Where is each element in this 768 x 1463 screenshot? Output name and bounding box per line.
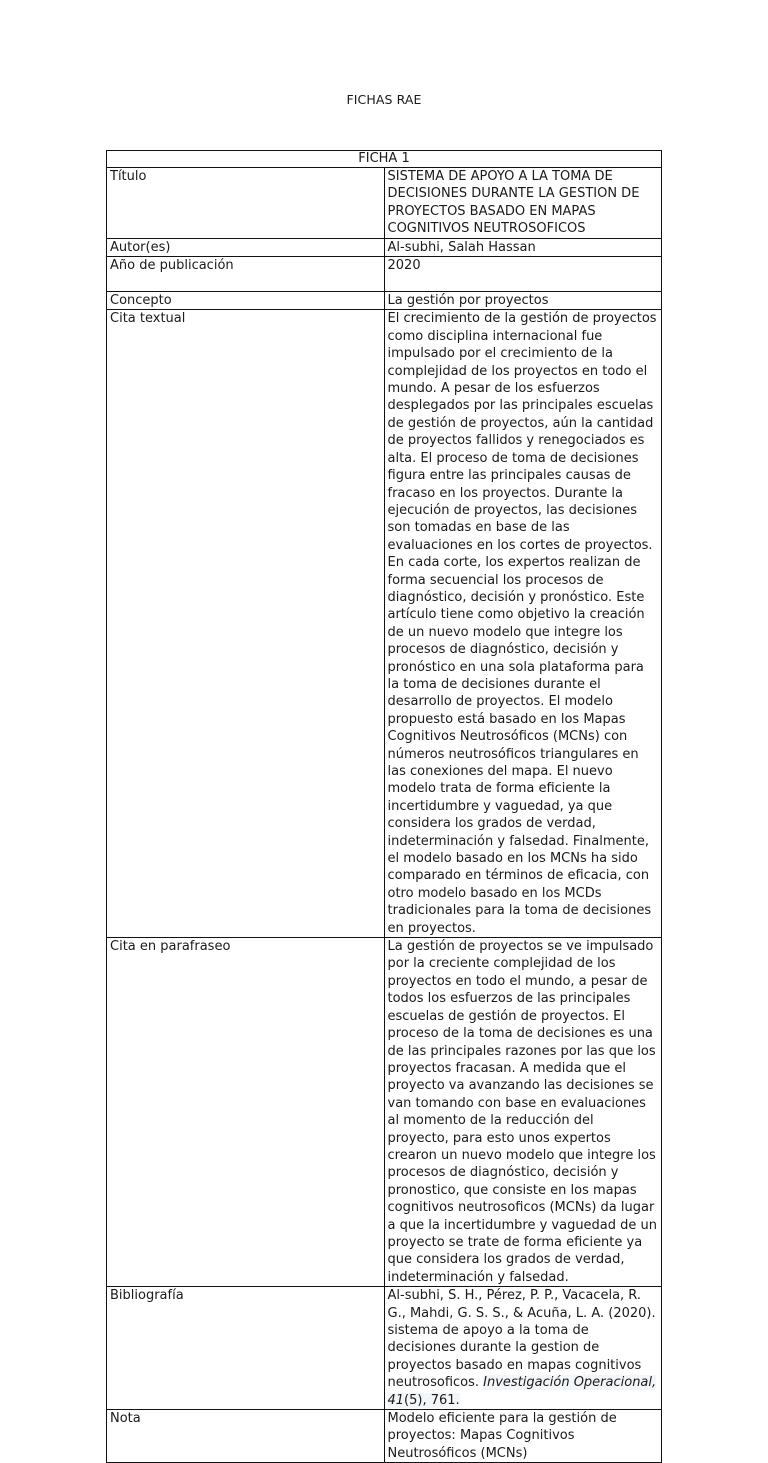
row-titulo <box>107 168 662 239</box>
label-titulo: Título <box>107 168 385 239</box>
label-anio: Año de publicación <box>107 257 385 292</box>
document-title: FICHAS RAE <box>346 92 422 107</box>
row-autor <box>107 238 662 256</box>
value-autor: Al-subhi, Salah Hassan <box>384 238 662 256</box>
label-autor: Autor(es) <box>107 238 385 256</box>
value-titulo: SISTEMA DE APOYO A LA TOMA DE DECISIONES DURANTE LA GESTION DE PROYECTOS BASADO EN MAPAS COGNITIVOS NEUTROSOFICOS <box>384 168 662 239</box>
label-cita-parafraseo: Cita en parafraseo <box>107 938 385 1287</box>
row-concepto <box>107 292 662 310</box>
ficha-header-row <box>107 151 662 168</box>
value-cita-textual: El crecimiento de la gestión de proyectos como disciplina internacional fue impulsado por el crecimiento de la complejidad de los proyectos en todo el mundo. A pesar de los esfuerzos desplegados por las principales escuelas de gestión de proyectos, aún la cantidad de proyectos fallidos y renegociados es alta. El proceso de toma de decisiones figura entre las principales causas de fracaso en los proyectos. Durante la ejecución de proyectos, las decisiones son tomadas en base de las evaluaciones en los cortes de proyectos. En cada corte, los expertos realizan de forma secuencial los procesos de diagnóstico, decisión y pronóstico. Este artículo tiene como objetivo la creación de un nuevo modelo que integre los procesos de diagnóstico, decisión y pronóstico en una sola plataforma para la toma de decisiones durante el desarrollo de proyectos. El modelo propuesto está basado en los Mapas Cognitivos Neutrosóficos (MCNs) con números neutrosóficos triangulares en las conexiones del mapa. El nuevo modelo trata de forma eficiente la incertidumbre y vaguedad, ya que considera los grados de verdad, indeterminación y falsedad. Finalmente, el modelo basado en los MCNs ha sido comparado en términos de eficacia, con otro modelo basado en los MCDs tradicionales para la toma de decisiones en proyectos. <box>384 310 662 938</box>
label-bibliografia: Bibliografía <box>107 1287 385 1410</box>
value-bibliografia <box>384 1287 662 1410</box>
value-concepto: La gestión por proyectos <box>384 292 662 310</box>
value-cita-parafraseo: La gestión de proyectos se ve impulsado por la creciente complejidad de los proyectos en todo el mundo, a pesar de todos los esfuerzos de las principales escuelas de gestión de proyectos. El proceso de la toma de decisiones es una de las principales razones por las que los proyectos fracasan. A medida que el proyecto va avanzando las decisiones se van tomando con base en evaluaciones al momento de la reducción del proyecto, para esto unos expertos crearon un nuevo modelo que integre los procesos de diagnóstico, decisión y pronostico, que consiste en los mapas cognitivos neutrosoficos (MCNs) da lugar a que la incertidumbre y vaguedad de un proyecto se trate de forma eficiente ya que considera los grados de verdad, indeterminación y falsedad. <box>384 938 662 1287</box>
label-nota: Nota <box>107 1410 385 1463</box>
biblio-issue-pages: (5), 761. <box>404 1392 460 1408</box>
row-cita-parafraseo <box>107 938 662 1287</box>
ficha-header: FICHA 1 <box>107 151 662 168</box>
row-anio <box>107 257 662 292</box>
biblio-journal: Investigación Operacional, 41 <box>387 1375 657 1408</box>
biblio-citation-text: Al-subhi, S. H., Pérez, P. P., Vacacela, R. G., Mahdi, G. S. S., & Acuña, L. A. (2020). sistema de apoyo a la toma de decisiones durante la gestion de proyectos basado en mapas cognitivos neutrosoficos. <box>387 1288 656 1391</box>
value-nota: Modelo eficiente para la gestión de proyectos: Mapas Cognitivos Neutrosóficos (MCNs) <box>384 1410 662 1463</box>
label-concepto: Concepto <box>107 292 385 310</box>
ficha-table <box>106 150 662 1463</box>
row-nota <box>107 1410 662 1463</box>
label-cita-textual: Cita textual <box>107 310 385 938</box>
row-bibliografia <box>107 1287 662 1410</box>
row-cita-textual <box>107 310 662 938</box>
value-anio: 2020 <box>384 257 662 292</box>
